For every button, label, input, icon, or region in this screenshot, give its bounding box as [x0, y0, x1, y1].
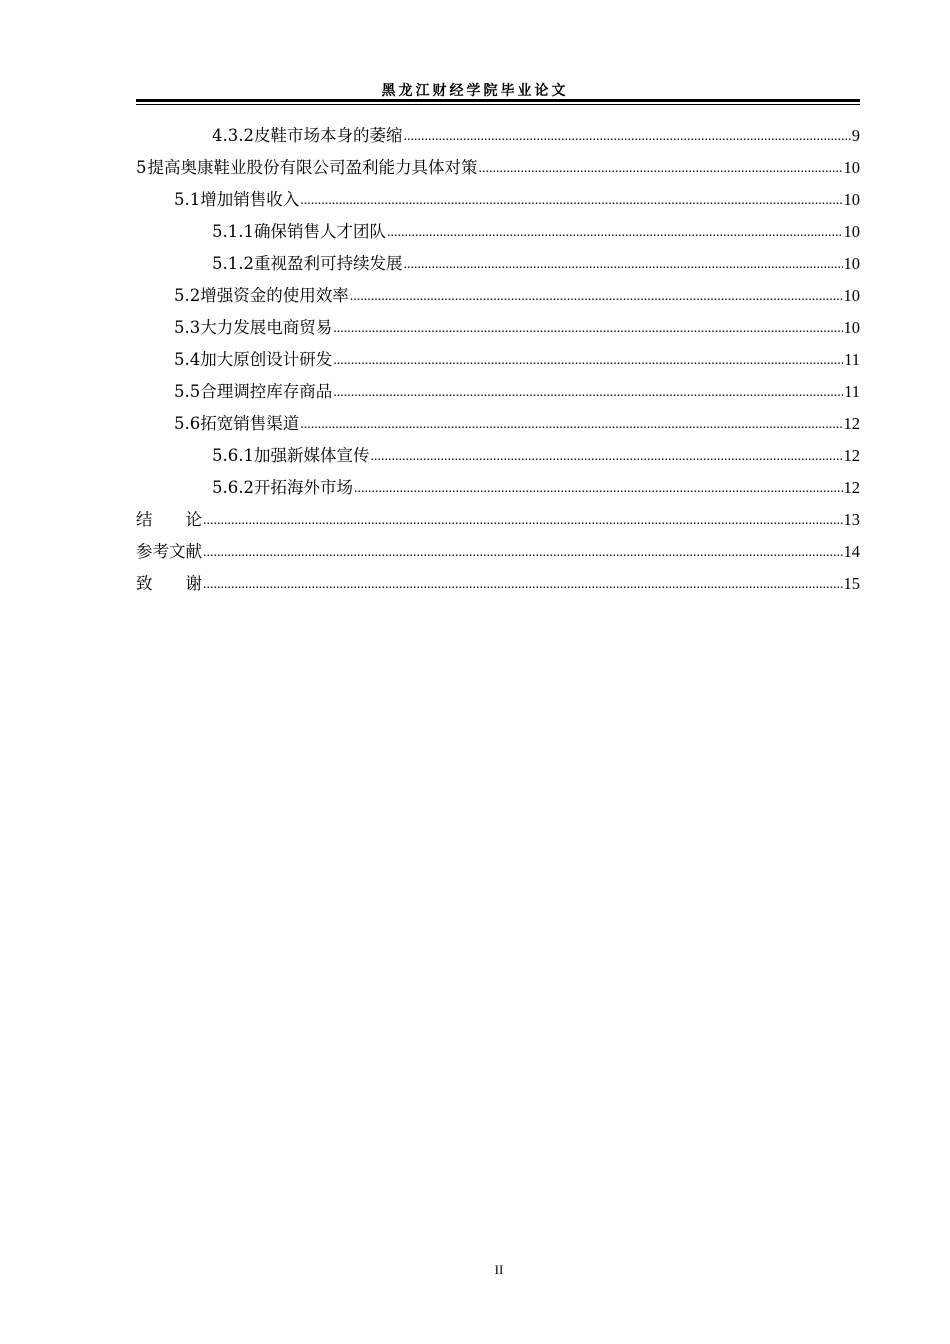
toc-page: 15 — [843, 574, 860, 593]
toc-leader — [403, 250, 842, 280]
toc-leader — [333, 314, 842, 344]
toc-number: 5.1.2 — [212, 254, 254, 273]
toc-page: 12 — [843, 478, 860, 497]
toc-leader — [333, 378, 843, 408]
toc-entry-5-6-2[interactable] — [136, 472, 860, 504]
toc-entry-5-3[interactable] — [136, 312, 860, 344]
toc-leader — [354, 474, 843, 504]
toc-page: 10 — [843, 254, 860, 273]
toc-number: 5.1.1 — [212, 222, 254, 241]
toc-page: 10 — [843, 158, 860, 177]
toc-number: 5.6 — [174, 414, 201, 433]
toc-entry-conclusion[interactable] — [136, 504, 860, 536]
toc-leader — [403, 122, 850, 152]
header-rule-thin — [136, 104, 860, 105]
toc-entry-5-6[interactable] — [136, 408, 860, 440]
toc-number: 5.3 — [174, 318, 201, 337]
toc-entry-acknowledgements[interactable] — [136, 568, 860, 600]
toc-entry-5-5[interactable] — [136, 376, 860, 408]
toc-title: 开拓海外市场 — [253, 478, 353, 497]
toc-leader — [203, 538, 843, 568]
toc-page: 10 — [843, 222, 860, 241]
toc-number: 5.6.2 — [212, 478, 254, 497]
toc-entry-5-1-2[interactable] — [136, 248, 860, 280]
toc-leader — [203, 506, 843, 536]
toc-title: 加大原创设计研发 — [200, 350, 333, 369]
toc-title: 皮鞋市场本身的萎缩 — [253, 126, 403, 145]
page-number: II — [494, 1262, 504, 1277]
toc-page: 10 — [843, 318, 860, 337]
toc-entry-5-2[interactable] — [136, 280, 860, 312]
toc-entry-5-4[interactable] — [136, 344, 860, 376]
toc-title: 结 论 — [136, 510, 202, 529]
toc-page: 10 — [843, 286, 860, 305]
toc-number: 5.2 — [174, 286, 201, 305]
toc-title: 拓宽销售渠道 — [200, 414, 300, 433]
toc-leader — [370, 442, 842, 472]
toc-entry-5-1[interactable] — [136, 184, 860, 216]
toc-number: 5.4 — [174, 350, 201, 369]
toc-leader — [387, 218, 843, 248]
toc-title: 增加销售收入 — [200, 190, 300, 209]
toc-title: 重视盈利可持续发展 — [253, 254, 403, 273]
toc-leader — [203, 570, 843, 600]
header-rule-thick — [136, 99, 860, 102]
toc-number: 4.3.2 — [212, 126, 254, 145]
toc-entry-4-3-2[interactable] — [136, 120, 860, 152]
toc-page: 12 — [843, 446, 860, 465]
toc-title: 致 谢 — [136, 574, 202, 593]
toc-number: 5.1 — [174, 190, 201, 209]
toc-entry-5[interactable] — [136, 152, 860, 184]
toc-entry-5-1-1[interactable] — [136, 216, 860, 248]
toc-entry-references[interactable] — [136, 536, 860, 568]
table-of-contents — [136, 120, 860, 600]
toc-page: 12 — [843, 414, 860, 433]
toc-page: 11 — [844, 382, 860, 401]
toc-leader — [479, 154, 843, 184]
toc-page: 10 — [843, 190, 860, 209]
toc-title: 合理调控库存商品 — [200, 382, 333, 401]
toc-title: 大力发展电商贸易 — [200, 318, 333, 337]
toc-page: 11 — [844, 350, 860, 369]
toc-leader — [300, 410, 842, 440]
toc-leader — [300, 186, 842, 216]
toc-title: 参考文献 — [136, 542, 202, 561]
toc-leader — [333, 346, 843, 376]
toc-page: 14 — [843, 542, 860, 561]
toc-title: 确保销售人才团队 — [253, 222, 386, 241]
toc-title: 增强资金的使用效率 — [200, 286, 349, 305]
toc-number: 5.5 — [174, 382, 201, 401]
toc-page: 13 — [843, 510, 860, 529]
toc-entry-5-6-1[interactable] — [136, 440, 860, 472]
toc-title: 加强新媒体宣传 — [253, 446, 370, 465]
toc-leader — [350, 282, 843, 312]
running-header: 黑龙江财经学院毕业论文 — [381, 83, 569, 99]
toc-number: 5.6.1 — [212, 446, 254, 465]
toc-title: 提高奥康鞋业股份有限公司盈利能力具体对策 — [147, 158, 478, 177]
toc-page: 9 — [851, 126, 860, 145]
toc-number: 5 — [136, 158, 147, 177]
